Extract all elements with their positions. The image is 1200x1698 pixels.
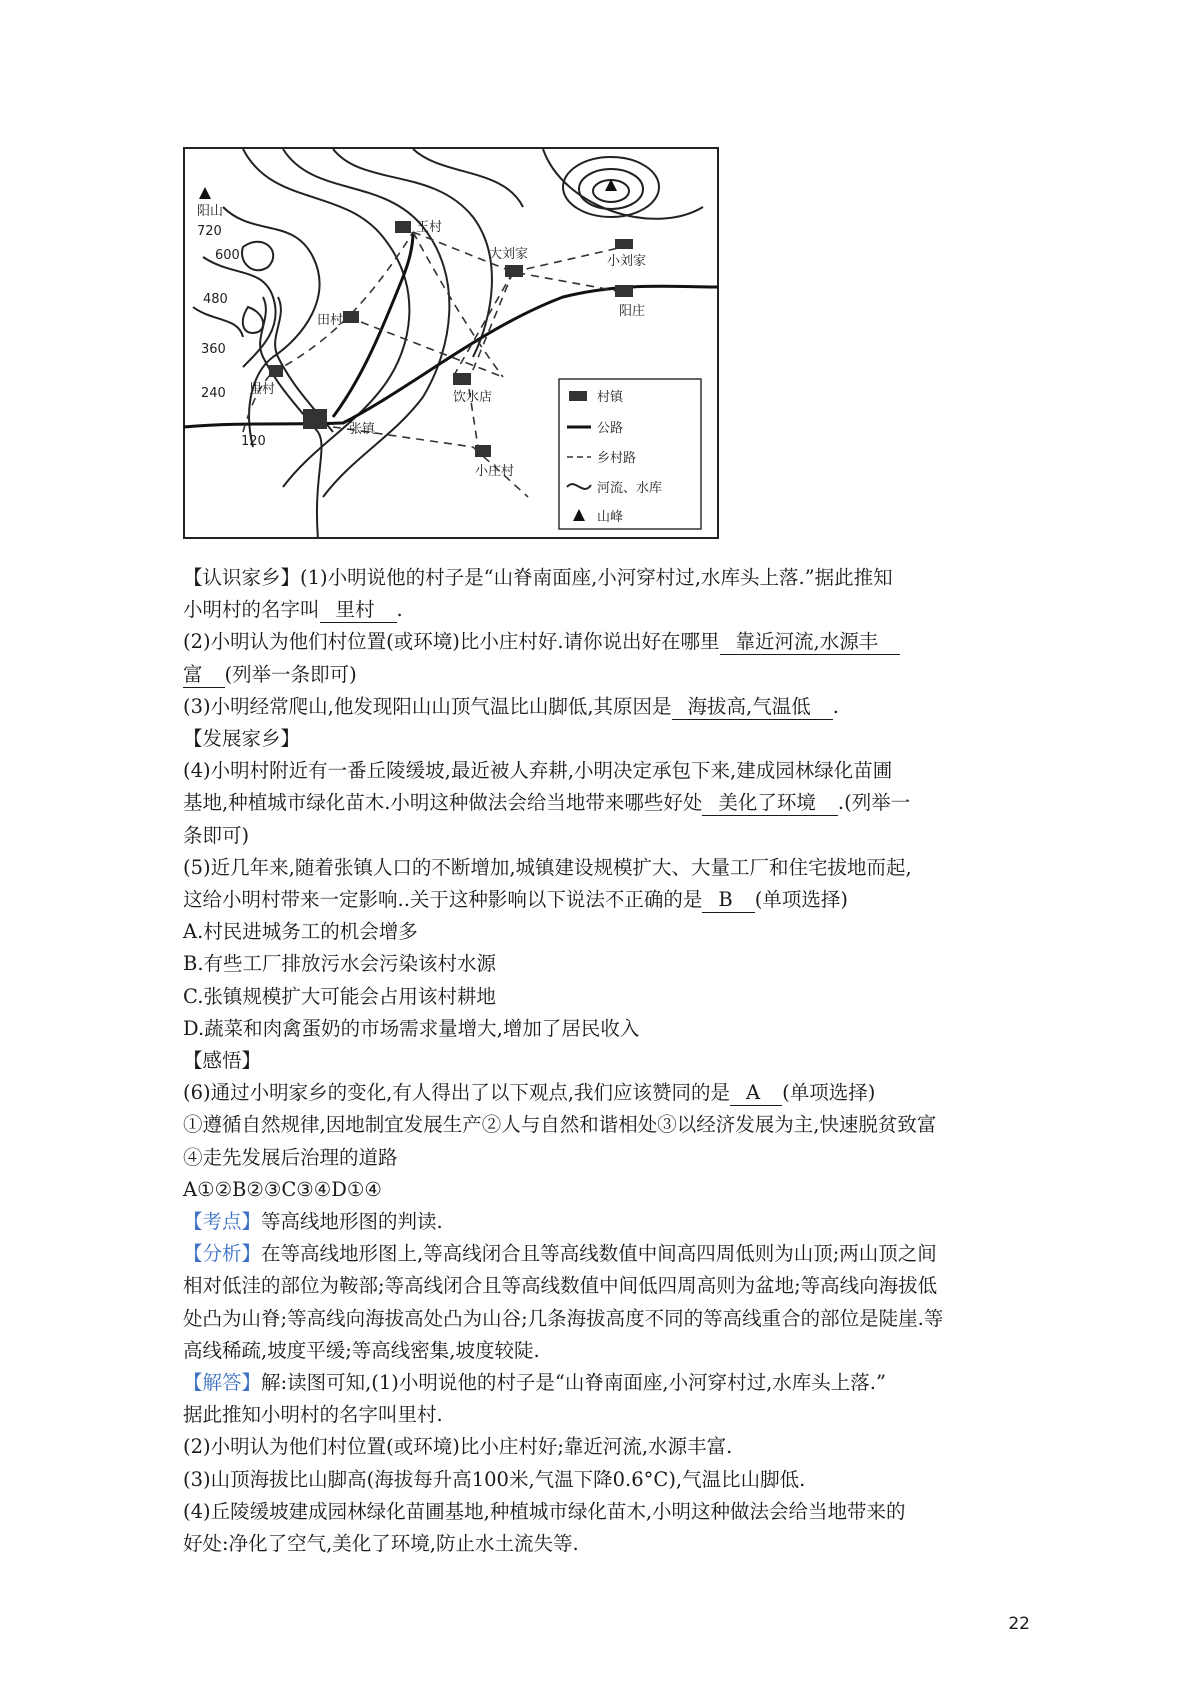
q2-answer-a: 靠近河流,水源丰: [720, 630, 901, 655]
question-text: [183, 562, 1043, 1560]
kaodian-line: 【考点】等高线地形图的判读.: [183, 1210, 443, 1234]
q5-answer: B: [702, 888, 754, 913]
fenxi-line3: 处凸为山脊;等高线向海拔高处凸为山谷;几条海拔高度不同的等高线重合的部位是陡崖.等: [183, 1306, 944, 1330]
village-label-qinshui: 饮水店: [453, 390, 493, 405]
peak-label: 阳山: [197, 204, 224, 219]
q5-option-c: C.张镇规模扩大可能会占用该村耕地: [183, 984, 496, 1008]
jieda-line6: 好处:净化了空气,美化了环境,防止水土流失等.: [183, 1532, 579, 1556]
contour-label-600: 600: [215, 248, 240, 263]
village-label-zhang: 张镇: [349, 422, 376, 437]
village-label-xiaoliu: 小刘家: [607, 254, 647, 269]
q5-line2: 这给小明村带来一定影响..关于这种影响以下说法不正确的是 B (单项选择): [183, 888, 848, 912]
legend-peak: 山峰: [597, 510, 624, 525]
q6-options: A①②B②③C③④D①④: [183, 1177, 382, 1201]
q4-line3: 条即可): [183, 823, 250, 847]
legend-rural-road: 乡村路: [597, 451, 637, 466]
village-label-wang: 王村: [416, 220, 443, 235]
contour-map: [183, 147, 719, 539]
q1-answer: 里村: [320, 598, 397, 623]
fenxi-line2: 相对低洼的部位为鞍部;等高线闭合且等高线数值中间低四周高则为盆地;等高线向海拔低: [183, 1274, 938, 1298]
heading-feel: 【感悟】: [183, 1049, 262, 1073]
contour-label-480: 480: [203, 292, 228, 307]
contour-label-240: 240: [201, 386, 226, 401]
q4-answer: 美化了环境: [702, 791, 838, 816]
q4-line2: 基地,种植城市绿化苗木.小明这种做法会给当地带来哪些好处 美化了环境 .(列举一: [183, 791, 911, 815]
q3-line: (3)小明经常爬山,他发现阳山山顶气温比山脚低,其原因是 海拔高,气温低 .: [183, 694, 839, 718]
q3-answer: 海拔高,气温低: [672, 695, 833, 720]
contour-label-120: 120: [241, 434, 266, 449]
q5-option-d: D.蔬菜和肉禽蛋奶的市场需求量增大,增加了居民收入: [183, 1016, 640, 1040]
q6-line3: ④走先发展后治理的道路: [183, 1145, 398, 1169]
contour-label-720: 720: [197, 224, 222, 239]
jieda-line4: (3)山顶海拔比山脚高(海拔每升高100米,气温下降0.6°C),气温比山脚低.: [183, 1467, 806, 1491]
q2-answer-b: 富: [183, 663, 225, 688]
q6-line1: (6)通过小明家乡的变化,有人得出了以下观点,我们应该赞同的是 A (单项选择): [183, 1081, 876, 1105]
contour-label-360: 360: [201, 342, 226, 357]
q1-line1: 【认识家乡】(1)小明说他的村子是“山脊南面座,小河穿村过,水库头上落.”据此推知: [183, 566, 893, 589]
village-label-yang: 阳庄: [619, 304, 646, 319]
q6-answer: A: [730, 1081, 782, 1106]
fenxi-line1: 【分析】在等高线地形图上,等高线闭合且等高线数值中间高四周低则为山顶;两山顶之间: [183, 1242, 937, 1266]
village-label-daliu: 大刘家: [489, 247, 529, 262]
q2-line1: (2)小明认为他们村位置(或环境)比小庄村好.请你说出好在哪里 靠近河流,水源丰: [183, 626, 1043, 658]
jieda-line5: (4)丘陵缓坡建成园林绿化苗圃基地,种植城市绿化苗木,小明这种做法会给当地带来的: [183, 1499, 906, 1523]
jieda-line2: 据此推知小明村的名字叫里村.: [183, 1403, 443, 1427]
jieda-tag: 【解答】: [183, 1371, 262, 1395]
village-label-tian: 田村: [317, 313, 344, 328]
q4-line1: (4)小明村附近有一番丘陵缓坡,最近被人弃耕,小明决定承包下来,建成园林绿化苗圃: [183, 759, 893, 783]
q2-line2: 富 (列举一条即可): [183, 662, 357, 686]
village-label-li: 里村: [249, 382, 276, 397]
q5-line1: (5)近几年来,随着张镇人口的不断增加,城镇建设规模扩大、大量工厂和住宅拔地而起,: [183, 855, 912, 879]
q1-line2: 小明村的名字叫 里村 .: [183, 598, 403, 622]
jieda-line3: (2)小明认为他们村位置(或环境)比小庄村好;靠近河流,水源丰富.: [183, 1435, 733, 1459]
q5-option-a: A.村民进城务工的机会增多: [183, 920, 418, 944]
fenxi-line4: 高线稀疏,坡度平缓;等高线密集,坡度较陡.: [183, 1338, 540, 1362]
map-legend: [559, 379, 701, 529]
heading-develop: 【发展家乡】: [183, 727, 301, 751]
legend-river: 河流、水库: [597, 481, 663, 496]
legend-highway: 公路: [597, 421, 624, 436]
fenxi-tag: 【分析】: [183, 1242, 262, 1266]
legend-village: 村镇: [597, 390, 624, 405]
kaodian-tag: 【考点】: [183, 1210, 262, 1234]
jieda-line1: 【解答】解:读图可知,(1)小明说他的村子是“山脊南面座,小河穿村过,水库头上落.”: [183, 1371, 886, 1395]
q6-line2: ①遵循自然规律,因地制宜发展生产②人与自然和谐相处③以经济发展为主,快速脱贫致富: [183, 1113, 937, 1137]
village-label-xiaozhuang: 小庄村: [475, 464, 515, 479]
q5-option-b: B.有些工厂排放污水会污染该村水源: [183, 952, 497, 976]
page-number: 22: [1008, 1614, 1030, 1634]
